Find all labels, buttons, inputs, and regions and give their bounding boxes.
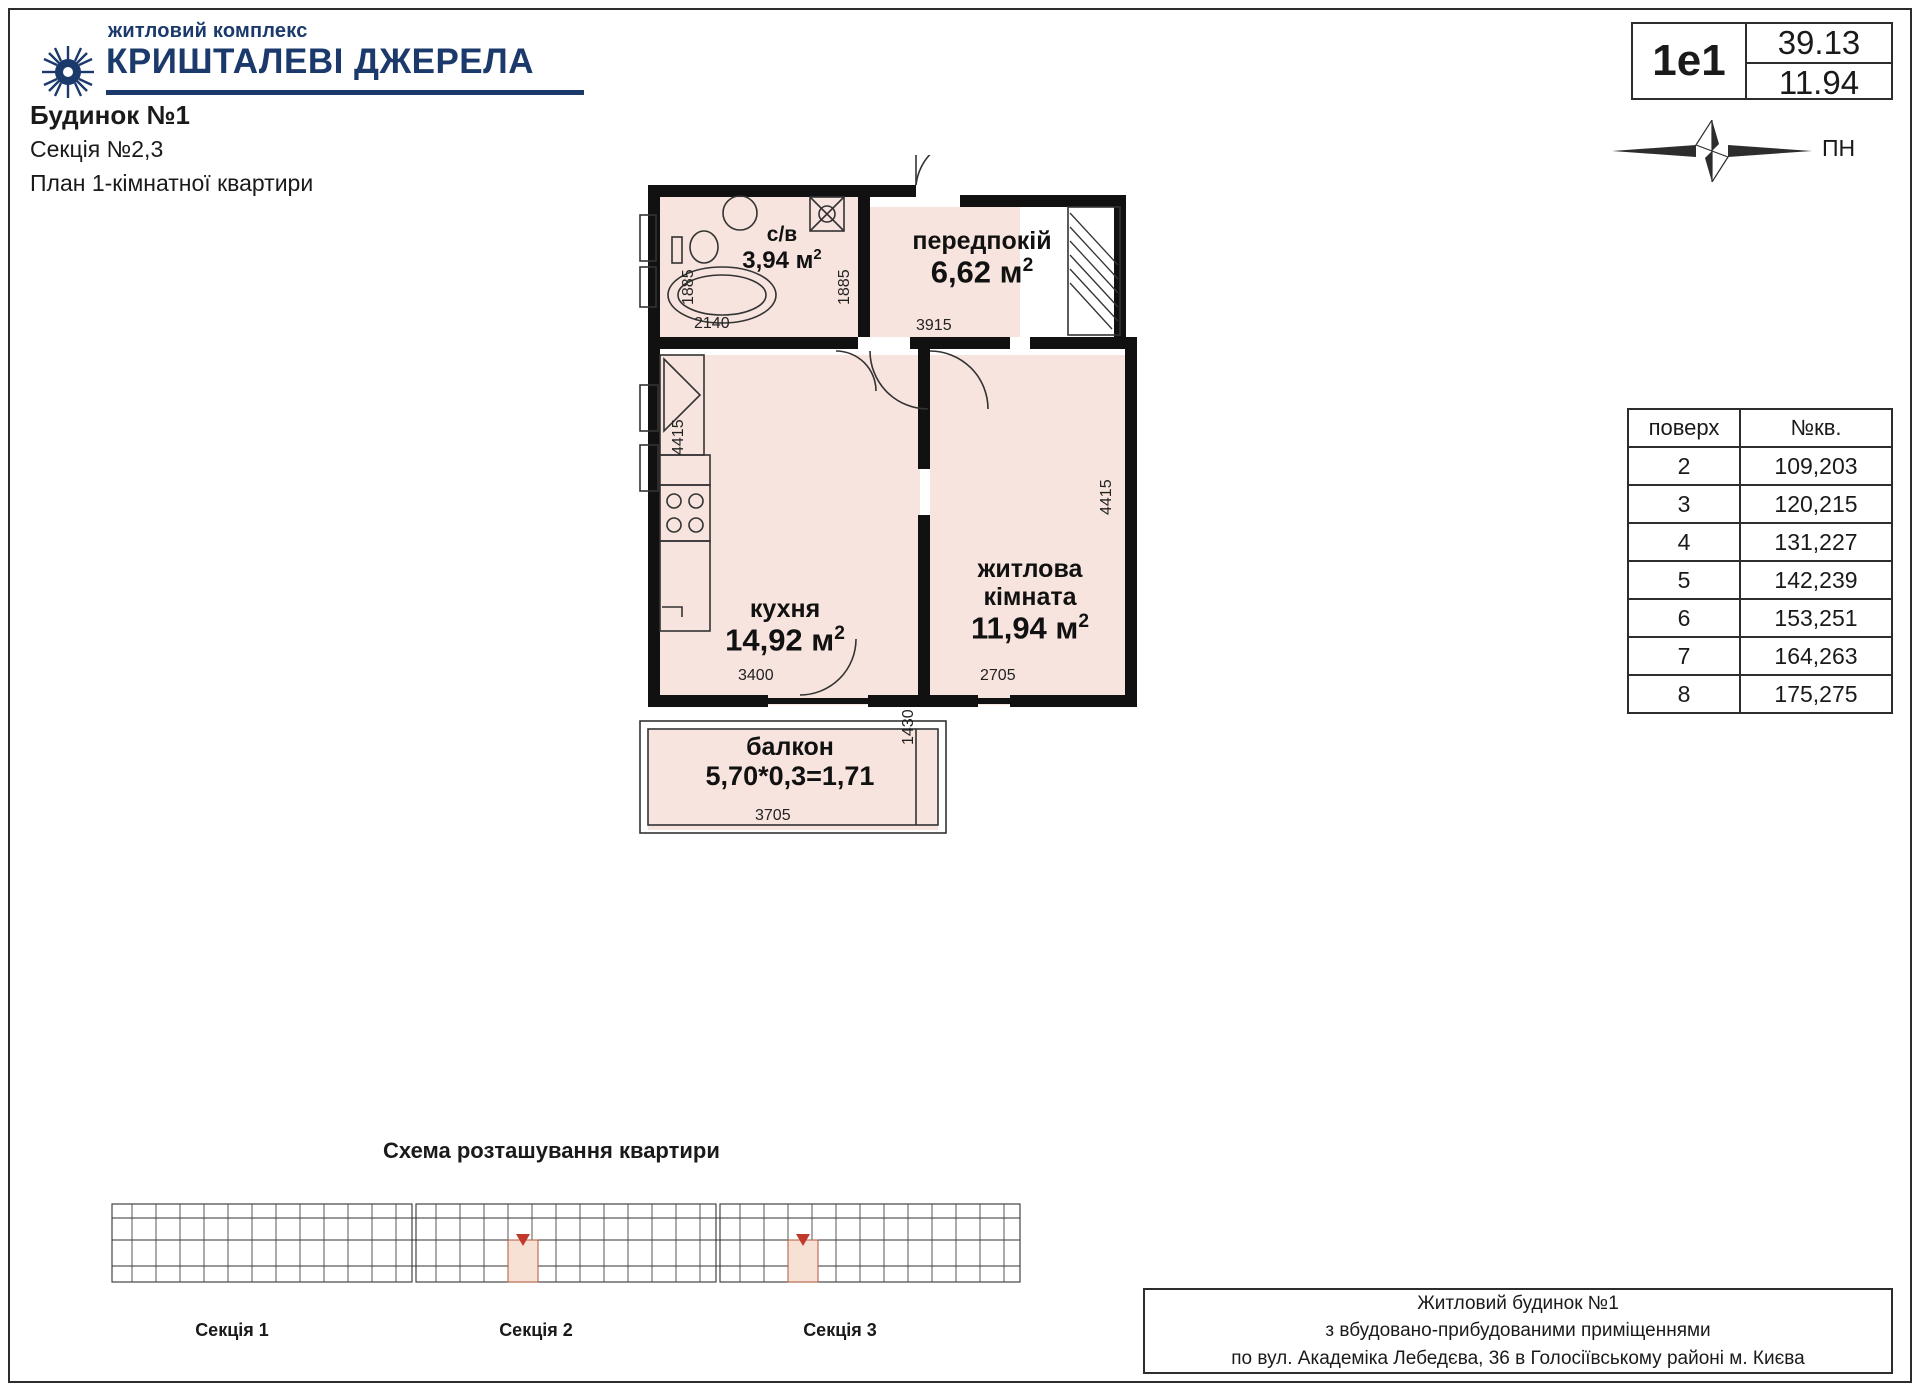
cell-apartments: 109,203 — [1740, 447, 1892, 485]
logo-main-text: КРИШТАЛЕВІ ДЖЕРЕЛА — [106, 42, 534, 81]
cell-floor: 8 — [1628, 675, 1740, 713]
subtitle-section: Секція №2,3 — [30, 136, 164, 162]
room-name-line2: кімната — [983, 583, 1077, 611]
table-row — [1628, 599, 1892, 637]
room-name: передпокій — [912, 227, 1052, 255]
room-label-kitchen — [670, 595, 900, 658]
cell-floor: 6 — [1628, 599, 1740, 637]
scheme-section-3: Секція 3 — [803, 1320, 877, 1340]
dim-living-width: 2705 — [980, 667, 1016, 684]
cell-apartments: 175,275 — [1740, 675, 1892, 713]
badge-code: 1е1 — [1633, 24, 1747, 98]
room-name: балкон — [746, 733, 834, 761]
dim-hall-width: 3915 — [916, 317, 952, 334]
logo-underline — [106, 90, 584, 95]
room-label-hall — [882, 227, 1082, 290]
page-title: Будинок №1 — [30, 100, 190, 130]
sun-burst-icon — [40, 44, 96, 100]
dim-bathroom-height: 1885 — [680, 269, 697, 305]
table-row — [1628, 637, 1892, 675]
room-label-balcony — [660, 733, 920, 791]
table-row — [1628, 561, 1892, 599]
room-label-bathroom — [712, 223, 852, 274]
logo-top-text: житловий комплекс — [108, 20, 308, 42]
cell-apartments: 131,227 — [1740, 523, 1892, 561]
building-location-scheme — [110, 1178, 1070, 1298]
table-row — [1628, 485, 1892, 523]
floor-plan-drawing — [630, 155, 1330, 875]
dim-living-height: 4415 — [1098, 479, 1115, 515]
table-row — [1628, 523, 1892, 561]
scheme-title: Схема розташування квартири — [383, 1138, 720, 1163]
cell-floor: 4 — [1628, 523, 1740, 561]
room-name: с/в — [766, 223, 798, 246]
scheme-section-1: Секція 1 — [195, 1320, 269, 1340]
dim-balcony-width: 3705 — [755, 807, 791, 824]
room-area: 14,92 $м^2$ — [725, 622, 845, 658]
table-row — [1628, 447, 1892, 485]
footer-line-1: Житловий будинок №1 — [1417, 1292, 1619, 1314]
dim-kitchen-height: 4415 — [670, 419, 687, 455]
header-floor: поверх — [1628, 409, 1740, 447]
table-row — [1628, 675, 1892, 713]
badge-total-area: 39.13 — [1747, 24, 1891, 64]
room-area: 6,62 $м^2$ — [930, 254, 1034, 290]
apartment-type-badge — [1631, 22, 1893, 100]
footer-info-box — [1143, 1288, 1893, 1374]
footer-line-3: по вул. Академіка Лебедєва, 36 в Голосіївському районі м. Києва — [1231, 1347, 1805, 1369]
room-area: 5,70*0,3=1,71 — [705, 761, 875, 791]
room-label-living — [930, 555, 1130, 646]
cell-floor: 3 — [1628, 485, 1740, 523]
highlighted-apartment — [508, 1234, 818, 1282]
logo-block — [22, 18, 582, 100]
footer-line-2: з вбудовано-прибудованими приміщеннями — [1325, 1320, 1711, 1342]
dim-hall-left-height: 1885 — [836, 269, 853, 305]
dim-balcony-height: 1430 — [900, 709, 917, 745]
cell-apartments: 164,263 — [1740, 637, 1892, 675]
table-header-row — [1628, 409, 1892, 447]
compass-label: ПН — [1822, 135, 1856, 161]
header-apartment: №кв. — [1740, 409, 1892, 447]
cell-floor: 5 — [1628, 561, 1740, 599]
cell-apartments: 153,251 — [1740, 599, 1892, 637]
cell-apartments: 142,239 — [1740, 561, 1892, 599]
cell-apartments: 120,215 — [1740, 485, 1892, 523]
scheme-section-2: Секція 2 — [499, 1320, 573, 1340]
room-name: кухня — [749, 595, 821, 623]
badge-areas — [1747, 24, 1891, 101]
dim-kitchen-width: 3400 — [738, 667, 774, 684]
room-area: 11,94 $м^2$ — [970, 610, 1090, 646]
cell-floor: 2 — [1628, 447, 1740, 485]
compass-north-icon — [1612, 120, 1812, 182]
badge-living-area: 11.94 — [1778, 64, 1860, 101]
subtitle-plan: План 1-кімнатної квартири — [30, 170, 314, 196]
room-name-line1: житлова — [977, 555, 1083, 583]
dim-bathroom-width: 2140 — [694, 315, 730, 332]
room-area: 3,94 $м^2$ — [742, 246, 822, 274]
floor-apartment-table — [1627, 408, 1893, 714]
cell-floor: 7 — [1628, 637, 1740, 675]
